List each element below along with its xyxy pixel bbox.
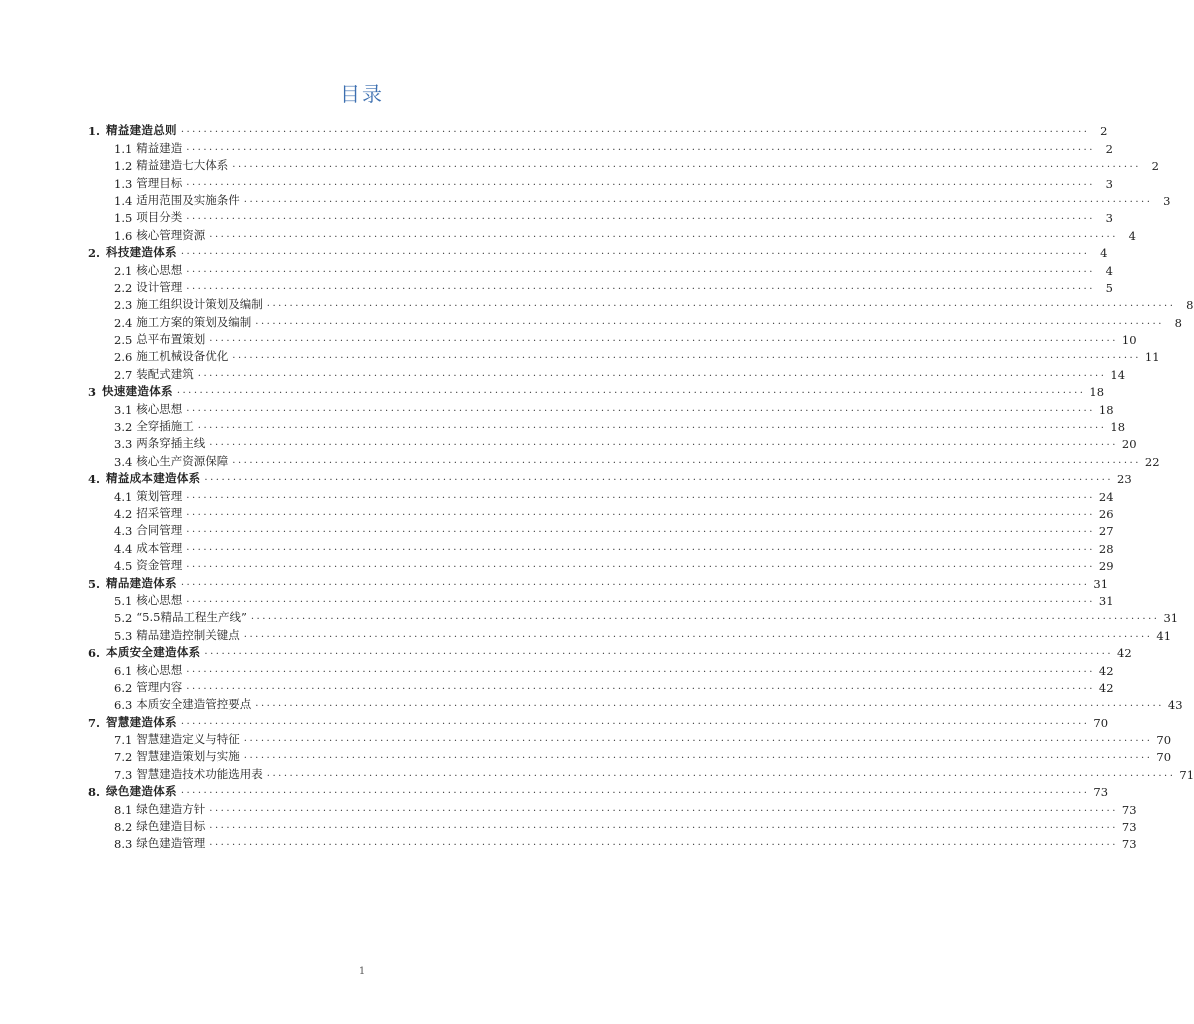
toc-entry-number: 8.3 (114, 837, 133, 852)
dot-leader: ................................................................................................................................................................ (243, 193, 1153, 205)
toc-entry-page-number: 3 (1105, 176, 1113, 191)
toc-entry-page-number: 5 (1105, 280, 1113, 295)
toc-section-entry[interactable] (88, 747, 1172, 765)
toc-entry-title: 资金管理 (136, 558, 183, 573)
toc-entry-number: 2.3 (114, 298, 133, 313)
toc-entry-page-number: 29 (1098, 559, 1114, 574)
toc-section-entry[interactable] (88, 260, 1113, 278)
dot-leader: ................................................................................................................................................................ (232, 454, 1141, 466)
toc-entry-number: 8.1 (114, 802, 133, 817)
toc-section-entry[interactable] (88, 538, 1114, 556)
toc-entry-title: 核心思想 (136, 592, 183, 607)
toc-entry-page-number: 8 (1174, 315, 1182, 330)
toc-entry-title: 施工组织设计策划及编制 (136, 297, 263, 312)
dot-leader: ................................................................................................................................................................ (186, 559, 1095, 571)
toc-section-entry[interactable] (88, 399, 1114, 417)
toc-entry-title: 总平布置策划 (136, 332, 206, 347)
toc-section-entry[interactable] (88, 295, 1194, 313)
toc-section-entry[interactable] (88, 556, 1114, 574)
toc-entry-title: 核心思想 (136, 401, 183, 416)
toc-entry-title: 精品建造控制关键点 (136, 627, 240, 642)
toc-entry-page-number: 2 (1151, 159, 1159, 174)
toc-section-entry[interactable] (88, 521, 1114, 539)
dot-leader: ................................................................................................................................................................ (209, 228, 1118, 240)
toc-section-entry[interactable] (88, 678, 1114, 695)
toc-section-entry[interactable] (88, 451, 1160, 469)
toc-entry-page-number: 70 (1156, 750, 1172, 765)
toc-entry-page-number: 4 (1128, 228, 1136, 243)
toc-entry-number: 7.2 (114, 750, 133, 765)
toc-entry-title: 绿色建造方针 (136, 801, 206, 816)
toc-section-entry[interactable] (88, 330, 1137, 348)
toc-section-entry[interactable] (88, 730, 1172, 748)
toc-entry-page-number: 28 (1098, 541, 1114, 556)
toc-chapter-entry[interactable] (88, 243, 1108, 261)
dot-leader: ................................................................................................................................................................ (250, 611, 1160, 623)
toc-entry-page-number: 73 (1121, 837, 1137, 852)
toc-chapter-entry[interactable] (88, 712, 1109, 730)
page-title: 目录 (340, 82, 384, 106)
toc-section-entry[interactable] (88, 347, 1160, 365)
toc-section-entry[interactable] (88, 434, 1137, 452)
toc-entry-number: 4.5 (114, 559, 133, 574)
dot-leader: ................................................................................................................................................................ (186, 402, 1095, 414)
toc-section-entry[interactable] (88, 312, 1182, 330)
toc-entry-number: 4.4 (114, 541, 133, 556)
toc-entry-number: 3.4 (114, 454, 133, 469)
toc-entry-number: 6.2 (114, 680, 133, 695)
toc-entry-number: 8. (88, 785, 101, 800)
toc-entry-title: 绿色建造体系 (106, 784, 177, 799)
toc-section-entry[interactable] (88, 156, 1159, 174)
toc-entry-title: 核心思想 (136, 662, 183, 677)
toc-entry-number: 6.1 (114, 663, 133, 678)
toc-entry-number: 3.3 (114, 437, 133, 452)
dot-leader: ................................................................................................................................................................ (209, 333, 1118, 345)
toc-entry-page-number: 18 (1098, 402, 1114, 417)
toc-section-entry[interactable] (88, 834, 1137, 852)
dot-leader: ................................................................................................................................................................ (204, 472, 1114, 484)
table-of-contents (88, 121, 1194, 852)
toc-entry-number: 2.7 (114, 367, 133, 382)
dot-leader: ................................................................................................................................................................ (243, 628, 1153, 640)
toc-entry-number: 2.1 (114, 263, 133, 278)
toc-entry-page-number: 27 (1098, 524, 1114, 539)
dot-leader: ................................................................................................................................................................ (186, 506, 1095, 518)
toc-chapter-entry[interactable] (88, 782, 1109, 800)
dot-leader: ................................................................................................................................................................ (180, 785, 1090, 797)
toc-entry-page-number: 22 (1144, 454, 1160, 469)
toc-section-entry[interactable] (88, 173, 1113, 191)
toc-entry-number: 5.1 (114, 593, 133, 608)
toc-entry-number: 2.6 (114, 350, 133, 365)
toc-section-entry[interactable] (88, 817, 1137, 835)
toc-entry-number: 8.2 (114, 820, 133, 835)
toc-section-entry[interactable] (88, 799, 1137, 817)
toc-entry-page-number: 41 (1156, 628, 1172, 643)
toc-entry-title: 科技建造体系 (106, 245, 177, 260)
toc-entry-title: 绿色建造目标 (136, 819, 206, 834)
dot-leader: ................................................................................................................................................................ (186, 524, 1095, 536)
toc-entry-number: 4.2 (114, 506, 133, 521)
toc-entry-number: 3.1 (114, 402, 133, 417)
toc-chapter-entry[interactable] (88, 643, 1132, 661)
toc-entry-title: 管理目标 (136, 175, 183, 190)
toc-entry-title: 两条穿插主线 (136, 436, 206, 451)
dot-leader: ................................................................................................................................................................ (197, 367, 1107, 379)
toc-entry-number: 1.6 (114, 228, 133, 243)
page-number-footer: 1 (358, 966, 366, 977)
toc-entry-title: 项目分类 (136, 210, 183, 225)
toc-entry-number: 1.3 (114, 176, 133, 191)
toc-entry-title: 施工机械设备优化 (136, 349, 229, 364)
toc-entry-page-number: 42 (1098, 663, 1114, 678)
toc-entry-page-number: 20 (1121, 437, 1137, 452)
toc-entry-number: 7.1 (114, 733, 133, 748)
toc-section-entry[interactable] (88, 208, 1113, 226)
dot-leader: ................................................................................................................................................................ (186, 541, 1095, 553)
dot-leader: ................................................................................................................................................................ (186, 211, 1095, 223)
toc-entry-number: 1.1 (114, 141, 133, 156)
toc-entry-number: 7.3 (114, 767, 133, 782)
toc-entry-page-number: 70 (1156, 733, 1172, 748)
dot-leader: ................................................................................................................................................................ (186, 176, 1095, 188)
toc-entry-title: 精品建造体系 (106, 575, 177, 590)
toc-entry-number: 3 (88, 385, 97, 400)
toc-entry-page-number: 26 (1098, 506, 1114, 521)
toc-section-entry[interactable] (88, 417, 1126, 435)
toc-entry-title: 本质安全建造管控要点 (136, 697, 252, 712)
toc-entry-title: 核心生产资源保障 (136, 453, 229, 468)
toc-entry-number: 5.3 (114, 628, 133, 643)
toc-entry-page-number: 73 (1093, 785, 1109, 800)
toc-entry-page-number: 42 (1117, 646, 1132, 661)
toc-chapter-entry[interactable] (88, 573, 1109, 591)
toc-entry-page-number: 2 (1100, 124, 1108, 139)
toc-entry-number: 2.2 (114, 280, 133, 295)
toc-entry-number: 2. (88, 246, 101, 261)
dot-leader: ................................................................................................................................................................ (186, 663, 1095, 675)
toc-entry-page-number: 10 (1121, 333, 1137, 348)
dot-leader: ................................................................................................................................................................ (209, 820, 1118, 832)
dot-leader: ................................................................................................................................................................ (197, 420, 1107, 432)
toc-entry-number: 4. (88, 472, 101, 487)
dot-leader: ................................................................................................................................................................ (186, 593, 1095, 605)
toc-entry-title: 合同管理 (136, 523, 183, 538)
toc-entry-title: “5.5精品工程生产线” (136, 610, 247, 625)
toc-entry-page-number: 42 (1098, 680, 1114, 695)
toc-entry-page-number: 24 (1098, 489, 1114, 504)
dot-leader: ................................................................................................................................................................ (204, 646, 1114, 658)
toc-entry-page-number: 4 (1100, 246, 1108, 261)
toc-entry-number: 5.2 (114, 611, 133, 626)
toc-entry-page-number: 71 (1179, 767, 1194, 782)
toc-entry-title: 智慧建造体系 (106, 714, 177, 729)
dot-leader: ................................................................................................................................................................ (180, 124, 1090, 136)
dot-leader: ................................................................................................................................................................ (232, 350, 1141, 362)
dot-leader: ................................................................................................................................................................ (266, 298, 1176, 310)
toc-entry-page-number: 43 (1167, 698, 1183, 713)
toc-entry-page-number: 31 (1093, 576, 1109, 591)
dot-leader: ................................................................................................................................................................ (209, 837, 1118, 849)
toc-entry-page-number: 23 (1117, 472, 1132, 487)
toc-entry-title: 设计管理 (136, 279, 183, 294)
toc-entry-page-number: 8 (1186, 298, 1194, 313)
toc-entry-number: 3.2 (114, 420, 133, 435)
dot-leader: ................................................................................................................................................................ (232, 159, 1141, 171)
dot-leader: ................................................................................................................................................................ (243, 750, 1153, 762)
toc-section-entry[interactable] (88, 764, 1194, 782)
toc-entry-title: 核心管理资源 (136, 227, 206, 242)
dot-leader: ................................................................................................................................................................ (186, 263, 1095, 275)
toc-section-entry[interactable] (88, 225, 1136, 243)
dot-leader: ................................................................................................................................................................ (180, 715, 1090, 727)
toc-entry-title: 精益建造 (136, 140, 183, 155)
dot-leader: ................................................................................................................................................................ (209, 437, 1118, 449)
toc-entry-title: 智慧建造技术功能选用表 (136, 766, 263, 781)
toc-entry-title: 核心思想 (136, 262, 183, 277)
toc-entry-number: 4.1 (114, 489, 133, 504)
toc-section-entry[interactable] (88, 591, 1114, 608)
toc-chapter-entry[interactable] (88, 382, 1105, 400)
toc-section-entry[interactable] (88, 364, 1126, 382)
dot-leader: ................................................................................................................................................................ (243, 733, 1153, 745)
toc-entry-title: 装配式建筑 (136, 366, 194, 381)
dot-leader: ................................................................................................................................................................ (180, 576, 1090, 588)
toc-entry-number: 1.5 (114, 211, 133, 226)
toc-entry-title: 适用范围及实施条件 (136, 192, 240, 207)
toc-entry-page-number: 4 (1105, 263, 1113, 278)
toc-entry-title: 智慧建造定义与特征 (136, 732, 240, 747)
toc-entry-page-number: 73 (1121, 820, 1137, 835)
dot-leader: ................................................................................................................................................................ (266, 767, 1176, 779)
dot-leader: ................................................................................................................................................................ (255, 315, 1164, 327)
toc-section-entry[interactable] (88, 504, 1114, 521)
toc-entry-title: 智慧建造策划与实施 (136, 749, 240, 764)
toc-section-entry[interactable] (88, 486, 1114, 504)
toc-entry-number: 1.2 (114, 159, 133, 174)
toc-section-entry[interactable] (88, 625, 1172, 643)
toc-entry-number: 7. (88, 715, 101, 730)
dot-leader: ................................................................................................................................................................ (209, 802, 1118, 814)
toc-entry-title: 绿色建造管理 (136, 836, 206, 851)
toc-entry-page-number: 11 (1144, 350, 1160, 365)
toc-entry-page-number: 31 (1163, 611, 1179, 626)
toc-entry-title: 精益建造总则 (106, 123, 177, 138)
toc-section-entry[interactable] (88, 660, 1114, 678)
toc-entry-page-number: 14 (1110, 367, 1126, 382)
toc-section-entry[interactable] (88, 138, 1113, 156)
toc-entry-title: 精益成本建造体系 (106, 471, 201, 486)
toc-entry-page-number: 73 (1121, 802, 1137, 817)
toc-entry-number: 2.4 (114, 315, 133, 330)
toc-entry-page-number: 70 (1093, 715, 1109, 730)
toc-entry-number: 6. (88, 646, 101, 661)
dot-leader: ................................................................................................................................................................ (180, 246, 1090, 258)
dot-leader: ................................................................................................................................................................ (186, 141, 1095, 153)
toc-section-entry[interactable] (88, 278, 1113, 295)
toc-entry-title: 快速建造体系 (102, 384, 173, 399)
toc-entry-title: 施工方案的策划及编制 (136, 314, 252, 329)
toc-entry-number: 1.4 (114, 193, 133, 208)
toc-entry-page-number: 18 (1089, 385, 1105, 400)
toc-entry-title: 管理内容 (136, 679, 183, 694)
dot-leader: ................................................................................................................................................................ (186, 280, 1095, 292)
toc-entry-title: 成本管理 (136, 540, 183, 555)
toc-entry-page-number: 31 (1098, 593, 1114, 608)
toc-entry-number: 1. (88, 124, 101, 139)
dot-leader: ................................................................................................................................................................ (186, 489, 1095, 501)
dot-leader: ................................................................................................................................................................ (255, 698, 1164, 710)
toc-entry-page-number: 3 (1163, 193, 1171, 208)
toc-entry-page-number: 2 (1105, 141, 1113, 156)
dot-leader: ................................................................................................................................................................ (176, 385, 1086, 397)
toc-entry-page-number: 18 (1110, 420, 1126, 435)
toc-chapter-entry[interactable] (88, 469, 1132, 487)
toc-entry-title: 精益建造七大体系 (136, 158, 229, 173)
toc-section-entry[interactable] (88, 191, 1171, 208)
toc-entry-number: 2.5 (114, 333, 133, 348)
toc-entry-number: 5. (88, 576, 101, 591)
toc-entry-title: 招采管理 (136, 505, 183, 520)
toc-chapter-entry[interactable] (88, 121, 1108, 139)
toc-entry-title: 全穿插施工 (136, 419, 194, 434)
toc-entry-number: 6.3 (114, 698, 133, 713)
toc-section-entry[interactable] (88, 608, 1179, 626)
toc-entry-page-number: 3 (1105, 211, 1113, 226)
dot-leader: ................................................................................................................................................................ (186, 680, 1095, 692)
toc-entry-title: 本质安全建造体系 (106, 645, 201, 660)
toc-entry-number: 4.3 (114, 524, 133, 539)
toc-entry-title: 策划管理 (136, 488, 183, 503)
toc-section-entry[interactable] (88, 695, 1183, 713)
